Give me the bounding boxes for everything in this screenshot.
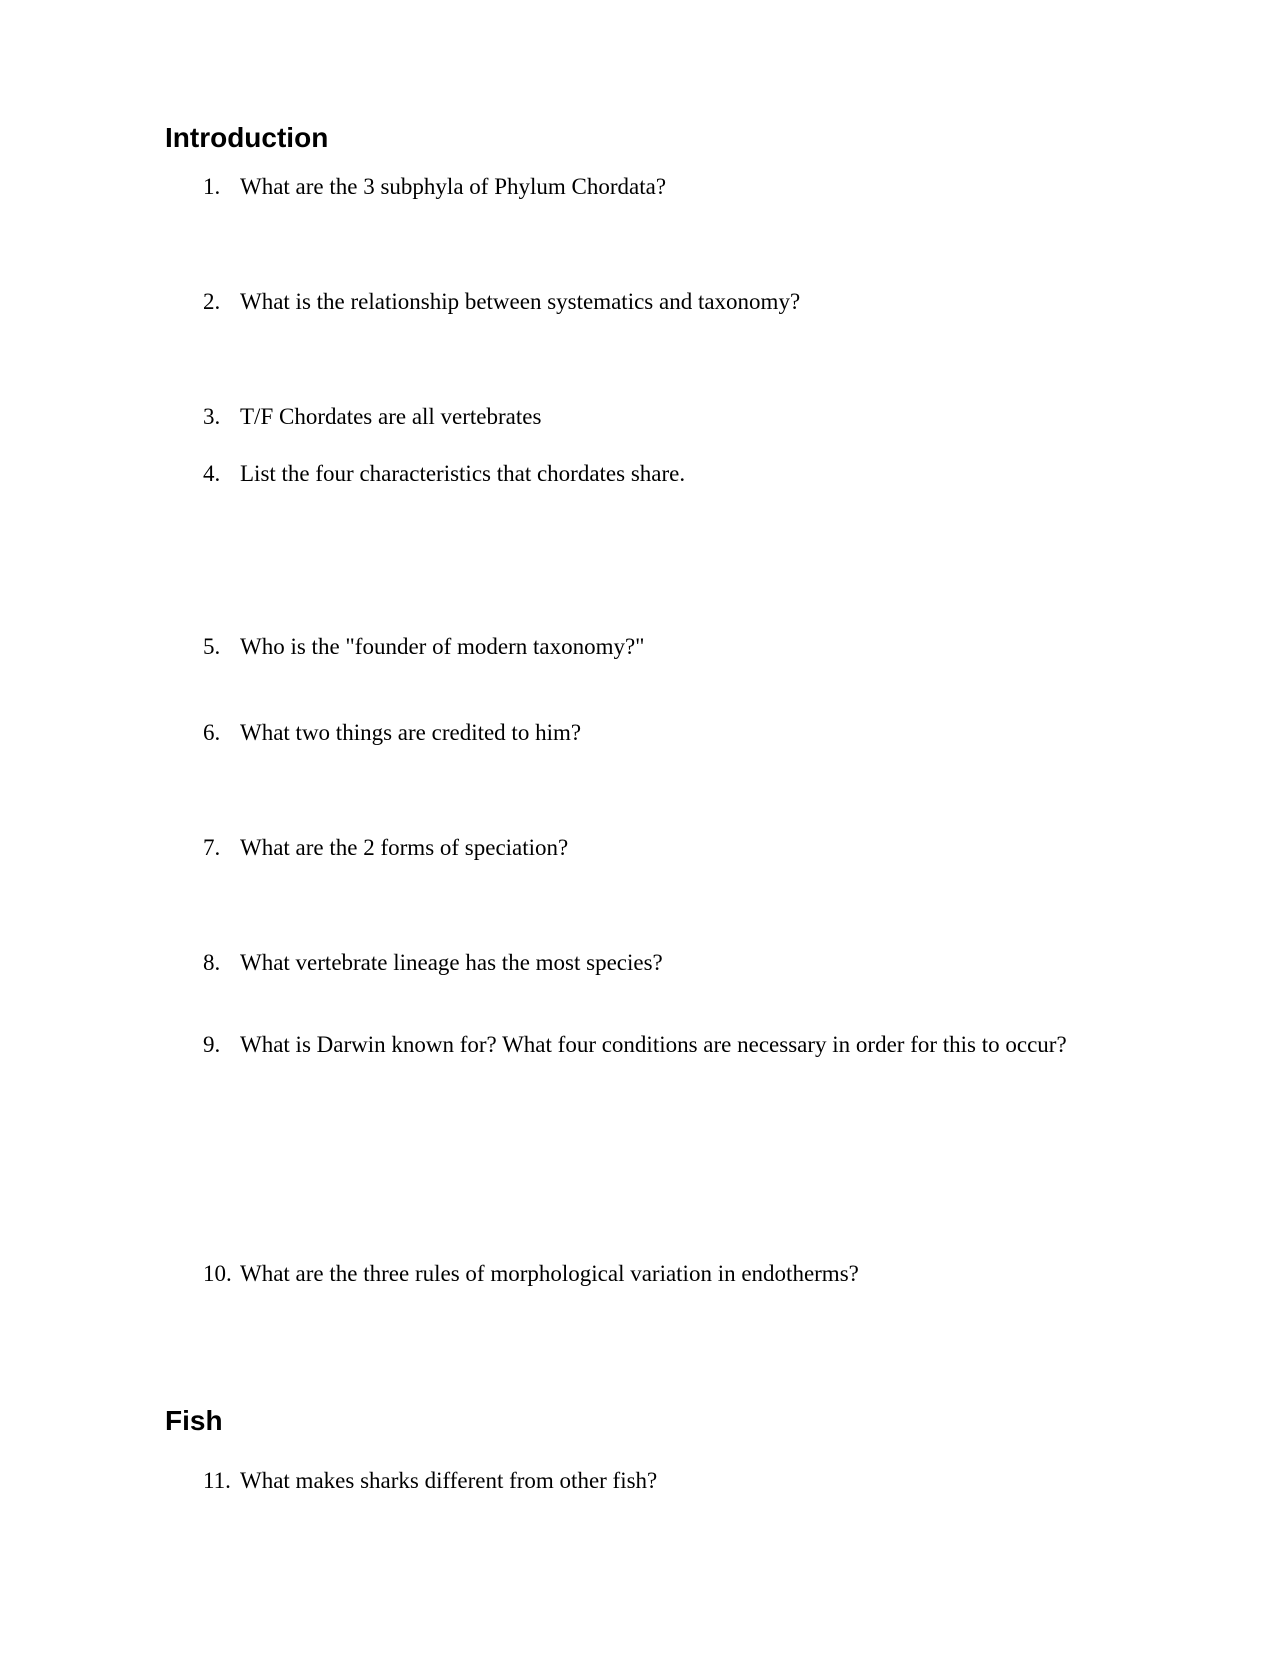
question-text: What are the three rules of morphological variation in endotherms? [240, 1261, 859, 1286]
question-text: What are the 2 forms of speciation? [240, 835, 569, 860]
question-3 [203, 402, 1083, 431]
question-text: What is the relationship between systematics and taxonomy? [240, 289, 801, 314]
question-text: List the four characteristics that chordates share. [240, 461, 686, 486]
question-number: 1. [203, 174, 221, 199]
question-7 [203, 833, 1083, 862]
section-heading-introduction: Introduction [165, 122, 329, 153]
question-number: 9. [203, 1032, 221, 1057]
question-text: Who is the "founder of modern taxonomy?" [240, 634, 645, 659]
question-6 [203, 718, 1083, 747]
question-10 [203, 1259, 1083, 1288]
question-text: What is Darwin known for? What four conditions are necessary in order for this to occur? [240, 1032, 1067, 1057]
question-1 [203, 172, 1083, 201]
question-text: What makes sharks different from other fish? [240, 1468, 658, 1493]
question-number: 11. [203, 1468, 231, 1493]
question-number: 3. [203, 404, 221, 429]
question-number: 8. [203, 950, 221, 975]
question-number: 2. [203, 289, 221, 314]
question-number: 10. [203, 1261, 232, 1286]
question-number: 4. [203, 461, 221, 486]
question-text: What are the 3 subphyla of Phylum Chordata? [240, 174, 667, 199]
question-5 [203, 632, 1083, 661]
question-8 [203, 948, 1083, 977]
question-text: What two things are credited to him? [240, 720, 582, 745]
question-number: 5. [203, 634, 221, 659]
question-9 [203, 1030, 1083, 1059]
section-heading-fish: Fish [165, 1405, 223, 1436]
question-2 [203, 287, 1083, 316]
question-11 [203, 1466, 1083, 1495]
question-number: 6. [203, 720, 221, 745]
question-text: What vertebrate lineage has the most species? [240, 950, 663, 975]
question-number: 7. [203, 835, 221, 860]
question-4 [203, 459, 1083, 488]
question-text: T/F Chordates are all vertebrates [240, 404, 542, 429]
